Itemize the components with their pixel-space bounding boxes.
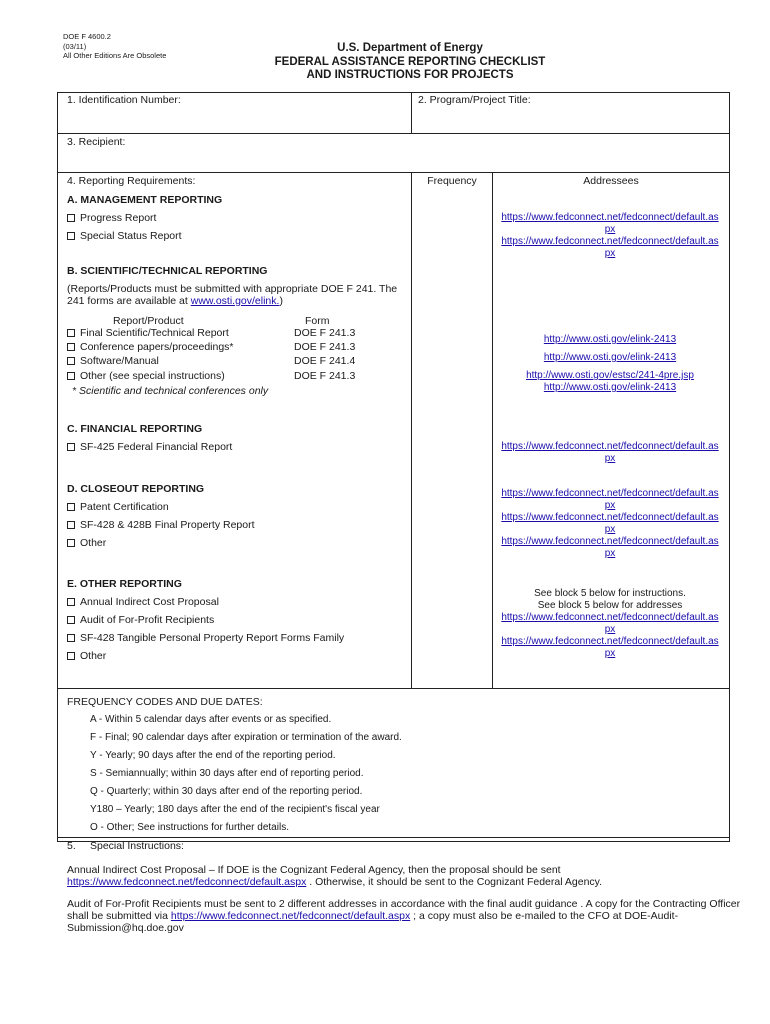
software-manual-checkbox[interactable]	[67, 357, 75, 365]
checkbox-row	[67, 441, 232, 453]
annual-indirect-cost-checkbox[interactable]	[67, 598, 75, 606]
fedconnect-link-cont[interactable]: px	[604, 548, 616, 559]
frequency-code-y180: Y180 – Yearly; 180 days after the end of the recipient's fiscal year	[90, 804, 380, 815]
divider-row-1	[57, 133, 730, 134]
title-line-3: AND INSTRUCTIONS FOR PROJECTS	[306, 69, 514, 81]
section-b-title: B. SCIENTIFIC/TECHNICAL REPORTING	[67, 265, 268, 277]
frequency-codes-title: FREQUENCY CODES AND DUE DATES:	[67, 696, 263, 708]
frequency-code-o: O - Other; See instructions for further details.	[90, 822, 289, 833]
section-d-address-3	[498, 536, 722, 560]
osti-elink-link[interactable]: www.osti.gov/elink.	[190, 295, 280, 307]
fedconnect-link[interactable]: https://www.fedconnect.net/fedconnect/default.as	[501, 441, 719, 452]
title-line-1: U.S. Department of Energy	[337, 42, 483, 54]
frequency-code-a: A - Within 5 calendar days after events or as specified.	[90, 714, 332, 725]
section-b-address-1	[498, 334, 722, 346]
fedconnect-link-cont[interactable]: px	[604, 524, 616, 535]
section-c-title: C. FINANCIAL REPORTING	[67, 423, 203, 435]
frequency-code-s: S - Semiannually; within 30 days after end of reporting period.	[90, 768, 364, 779]
checkbox-label: Other	[80, 650, 107, 662]
section-e-addresses	[498, 588, 722, 660]
checkbox-label: Audit of For-Profit Recipients	[80, 614, 215, 626]
checkbox-label: Software/Manual	[80, 355, 159, 367]
checkbox-label: Annual Indirect Cost Proposal	[80, 596, 219, 608]
checkbox-label: Other (see special instructions)	[80, 370, 225, 382]
conference-footnote: * Scientific and technical conferences only	[72, 385, 269, 397]
checkbox-label: SF-425 Federal Financial Report	[80, 441, 233, 453]
section-d-address-2	[498, 512, 722, 536]
frequency-code-y: Y - Yearly; 90 days after the end of the reporting period.	[90, 750, 336, 761]
reporting-requirements-label: 4. Reporting Requirements:	[67, 175, 196, 187]
form-date: (03/11)	[63, 41, 87, 51]
form-number: DOE F 4600.2	[63, 32, 111, 41]
special-instructions-title: Special Instructions:	[90, 840, 184, 852]
paragraph-line: Submission@hq.doe.gov	[67, 922, 184, 934]
checkbox-row	[67, 596, 219, 608]
addressees-header: Addressees	[583, 175, 639, 187]
fedconnect-link-cont[interactable]: px	[604, 248, 616, 259]
osti-elink-2413-link[interactable]: http://www.osti.gov/elink-2413	[543, 352, 677, 363]
special-paragraph-2	[67, 898, 741, 934]
checkbox-row	[67, 632, 344, 644]
checkbox-label: Progress Report	[80, 212, 157, 224]
fedconnect-link[interactable]: https://www.fedconnect.net/fedconnect/default.as	[501, 512, 719, 523]
checkbox-row	[67, 650, 106, 662]
section-b-note-line-2	[67, 295, 283, 307]
checkbox-row	[67, 230, 182, 242]
fedconnect-link[interactable]: https://www.fedconnect.net/fedconnect/default.as	[501, 636, 719, 647]
special-status-report-checkbox[interactable]	[67, 232, 75, 240]
osti-estsc-link[interactable]: http://www.osti.gov/estsc/241-4pre.jsp	[526, 370, 694, 381]
fedconnect-link-cont[interactable]: px	[604, 648, 616, 659]
special-instructions-number: 5.	[67, 840, 76, 852]
paragraph-text: shall be submitted via	[67, 910, 171, 922]
divider-frequency	[492, 172, 493, 688]
section-b-address-2	[498, 352, 722, 364]
fedconnect-link-cont[interactable]: px	[604, 453, 616, 464]
fedconnect-link[interactable]: https://www.fedconnect.net/fedconnect/default.as	[501, 236, 719, 247]
section-e-note-1: See block 5 below for instructions.	[534, 588, 686, 599]
fedconnect-link-cont[interactable]: px	[604, 624, 616, 635]
sf428-final-property-checkbox[interactable]	[67, 521, 75, 529]
frequency-header: Frequency	[427, 175, 477, 187]
section-d-address-1	[498, 488, 722, 512]
checkbox-label: Other	[80, 537, 107, 549]
fedconnect-link-cont[interactable]: px	[604, 224, 616, 235]
sf428-tangible-property-checkbox[interactable]	[67, 634, 75, 642]
section-c-address-1	[498, 441, 722, 465]
paragraph-line: Annual Indirect Cost Proposal – If DOE is the Cognizant Federal Agency, then the proposal should be sent	[67, 864, 561, 876]
report-product-header: Report/Product	[113, 315, 184, 327]
note-prefix: 241 forms are available at	[67, 295, 191, 307]
checkbox-row	[67, 341, 234, 353]
editions-note: All Other Editions Are Obsolete	[63, 51, 167, 60]
other-reporting-checkbox[interactable]	[67, 652, 75, 660]
other-special-instructions-checkbox[interactable]	[67, 372, 75, 380]
title-line-2: FEDERAL ASSISTANCE REPORTING CHECKLIST	[274, 55, 546, 68]
checkbox-row	[67, 614, 214, 626]
paragraph-text: . Otherwise, it should be sent to the Cognizant Federal Agency.	[306, 876, 603, 888]
divider-row-4	[57, 837, 730, 838]
checkbox-row	[67, 355, 159, 367]
conference-papers-checkbox[interactable]	[67, 343, 75, 351]
divider-requirements	[411, 172, 412, 688]
checkbox-label: Patent Certification	[80, 501, 169, 513]
fedconnect-link[interactable]: https://www.fedconnect.net/fedconnect/default.as	[501, 488, 719, 499]
paragraph-line: Audit of For-Profit Recipients must be sent to 2 different addresses in accordance with the final audit guidance . A copy for the Contracting Officer	[67, 898, 741, 910]
form-title	[200, 42, 620, 83]
fedconnect-link[interactable]: https://www.fedconnect.net/fedconnect/default.as	[501, 612, 719, 623]
recipient-field[interactable]	[60, 150, 725, 170]
audit-for-profit-checkbox[interactable]	[67, 616, 75, 624]
form-header: Form	[305, 315, 330, 327]
divider-id-title	[411, 92, 412, 133]
fedconnect-link[interactable]: https://www.fedconnect.net/fedconnect/default.as	[501, 212, 719, 223]
section-a-address-2	[498, 236, 722, 260]
osti-elink-2413-link[interactable]: http://www.osti.gov/elink-2413	[543, 382, 677, 393]
paragraph-text: ; a copy must also be e-mailed to the CFO at DOE-Audit-	[410, 910, 679, 922]
program-title-label: 2. Program/Project Title:	[418, 94, 531, 106]
identification-number-field[interactable]	[60, 108, 408, 130]
checkbox-row	[67, 537, 106, 549]
section-b-note-line-1: (Reports/Products must be submitted with appropriate DOE F 241. The	[67, 283, 398, 295]
section-e-title: E. OTHER REPORTING	[67, 578, 182, 590]
frequency-code-f: F - Final; 90 calendar days after expiration or termination of the award.	[90, 732, 402, 743]
section-a-title: A. MANAGEMENT REPORTING	[67, 194, 223, 206]
progress-report-checkbox[interactable]	[67, 214, 75, 222]
checkbox-row	[67, 501, 169, 513]
checkbox-row	[67, 370, 225, 382]
checkbox-label: Conference papers/proceedings*	[80, 341, 234, 353]
sf425-checkbox[interactable]	[67, 443, 75, 451]
fedconnect-link[interactable]: https://www.fedconnect.net/fedconnect/default.aspx	[67, 876, 307, 888]
form-number-cell: DOE F 241.3	[294, 370, 356, 382]
form-number-cell: DOE F 241.3	[294, 341, 356, 353]
special-paragraph-1	[67, 864, 727, 888]
osti-elink-2413-link[interactable]: http://www.osti.gov/elink-2413	[543, 334, 677, 345]
closeout-other-checkbox[interactable]	[67, 539, 75, 547]
section-b-address-3	[498, 370, 722, 394]
divider-row-2	[57, 172, 730, 173]
checkbox-row	[67, 327, 229, 339]
checkbox-label: SF-428 & 428B Final Property Report	[80, 519, 255, 531]
fedconnect-link[interactable]: https://www.fedconnect.net/fedconnect/default.as	[501, 536, 719, 547]
section-d-title: D. CLOSEOUT REPORTING	[67, 483, 205, 495]
divider-row-3	[57, 688, 730, 689]
checkbox-label: Final Scientific/Technical Report	[80, 327, 229, 339]
identification-number-label: 1. Identification Number:	[67, 94, 181, 106]
fedconnect-link-cont[interactable]: px	[604, 500, 616, 511]
section-e-note-2: See block 5 below for addresses	[537, 600, 683, 611]
section-a-address-1	[498, 212, 722, 236]
fedconnect-link[interactable]: https://www.fedconnect.net/fedconnect/default.aspx	[170, 910, 411, 922]
checkbox-label: Special Status Report	[80, 230, 182, 242]
form-number-cell: DOE F 241.4	[294, 355, 356, 367]
checkbox-row	[67, 212, 156, 224]
checkbox-label: SF-428 Tangible Personal Property Report Forms Family	[80, 632, 345, 644]
patent-certification-checkbox[interactable]	[67, 503, 75, 511]
form-id-block	[63, 32, 166, 61]
recipient-label: 3. Recipient:	[67, 136, 126, 148]
checkbox-row	[67, 519, 255, 531]
note-suffix: )	[279, 295, 283, 307]
program-title-field[interactable]	[414, 108, 726, 130]
paragraph-line	[67, 876, 727, 888]
paragraph-line	[67, 910, 732, 922]
final-technical-report-checkbox[interactable]	[67, 329, 75, 337]
frequency-code-q: Q - Quarterly; within 30 days after end of the reporting period.	[90, 786, 363, 797]
form-number-cell: DOE F 241.3	[294, 327, 356, 339]
